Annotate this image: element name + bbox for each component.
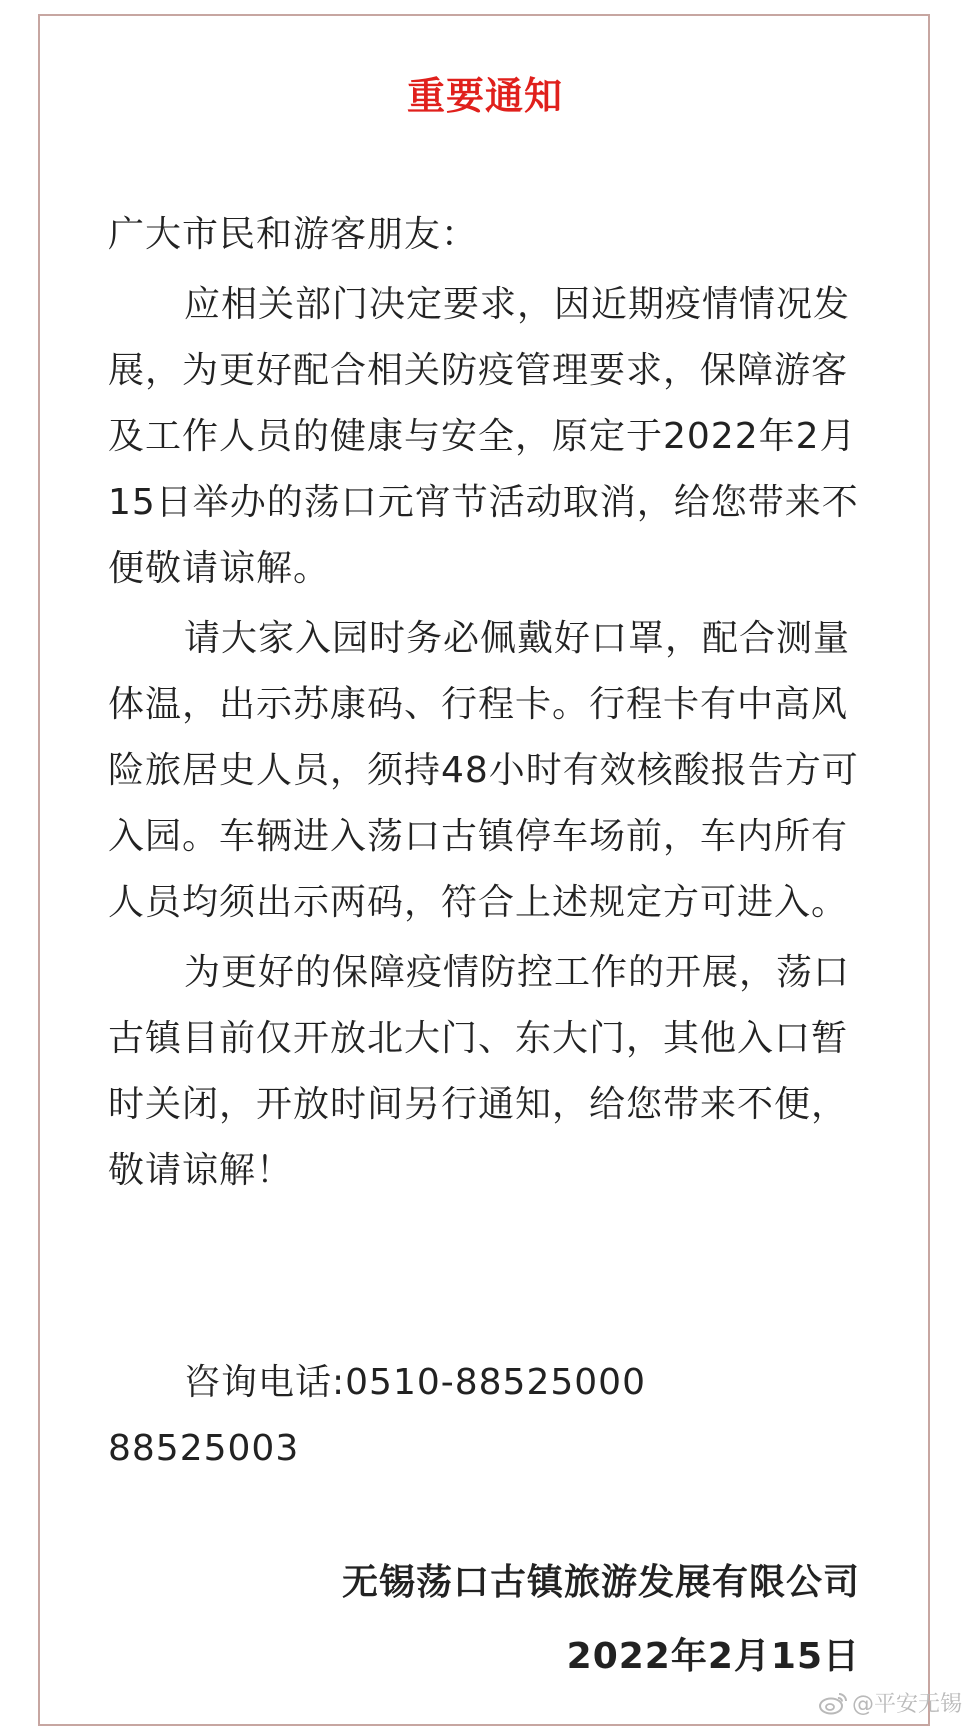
paragraph-cancellation: 应相关部门决定要求，因近期疫情情况发展，为更好配合相关防疫管理要求，保障游客及工作人员的健康与安全，原定于2022年2月15日举办的荡口元宵节活动取消，给您带来不便敬请谅解。: [108, 284, 859, 589]
contact-info: [108, 1350, 868, 1482]
weibo-icon: [818, 1691, 848, 1715]
watermark: [818, 1687, 962, 1718]
contact-phone-line1: 咨询电话:0510-88525000: [184, 1362, 646, 1403]
contact-phone-line2: 88525003: [108, 1428, 300, 1469]
paragraph-entry-requirements: 请大家入园时务必佩戴好口罩，配合测量体温，出示苏康码、行程卡。行程卡有中高风险旅居史人员，须持48小时有效核酸报告方可入园。车辆进入荡口古镇停车场前，车内所有人员均须出示两码，符合上述规定方可进入。: [108, 618, 859, 923]
paragraph-gate-closures: 为更好的保障疫情防控工作的开展，荡口古镇目前仅开放北大门、东大门，其他入口暂时关闭，开放时间另行通知，给您带来不便，敬请谅解！: [108, 952, 851, 1191]
notice-title: 重要通知: [406, 74, 563, 118]
watermark-text: @平安无锡: [851, 1692, 962, 1717]
organization-signature: 无锡荡口古镇旅游发展有限公司: [341, 1562, 860, 1603]
notice-body: [108, 202, 866, 1204]
greeting: 广大市民和游客朋友：: [108, 214, 479, 255]
notice-date: 2022年2月15日: [566, 1636, 860, 1677]
